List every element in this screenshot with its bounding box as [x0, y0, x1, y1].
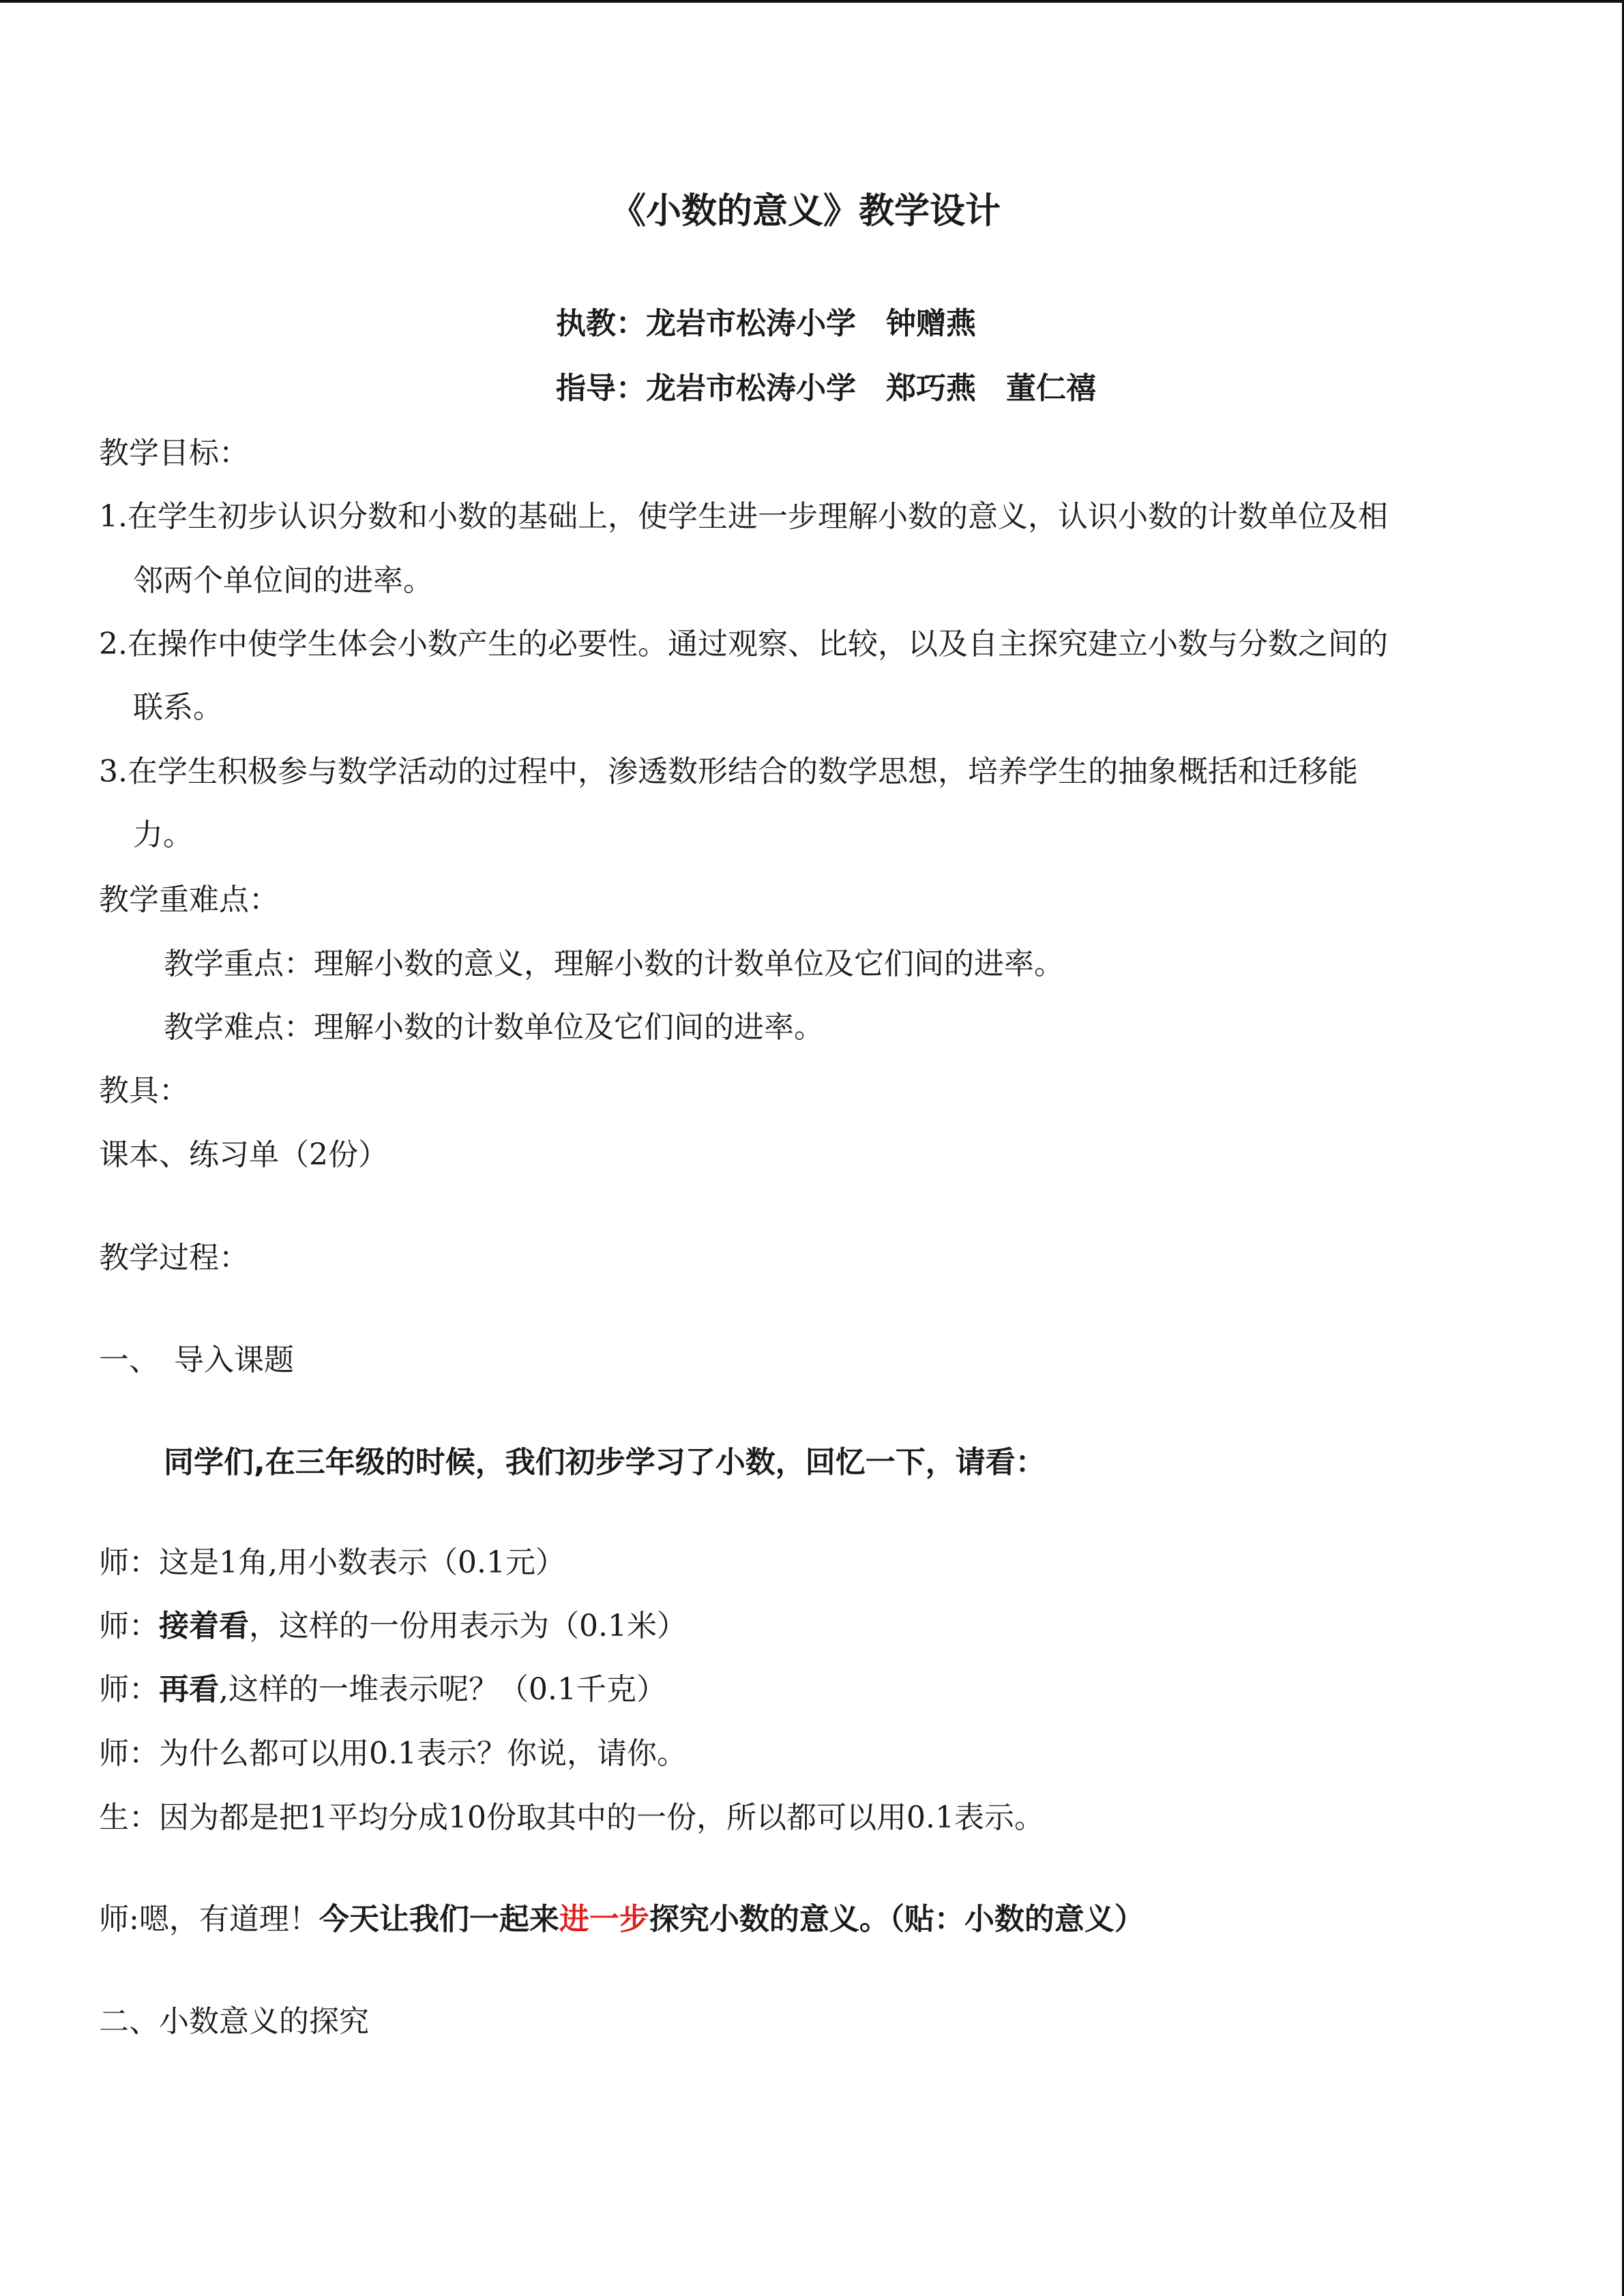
dialogue-3-prefix: 师： [99, 1672, 159, 1707]
closing-prefix: 师:嗯，有道理！ [99, 1902, 319, 1937]
dialogue-2-bold: 接着看 [159, 1609, 249, 1643]
goals-heading: 教学目标： [99, 436, 249, 471]
keypoint-focus: 教学重点：理解小数的意义，理解小数的计数单位及它们间的进率。 [164, 946, 1064, 981]
advisor-line: 指导：龙岩市松涛小学 郑巧燕 董仁禧 [556, 371, 1096, 406]
dialogue-1: 师：这是1角,用小数表示（0.1元） [99, 1545, 565, 1580]
section-1-heading: 一、 导入课题 [99, 1343, 294, 1377]
closing-bold-1: 今天让我们一起来 [319, 1902, 559, 1937]
keypoint-difficulty: 教学难点：理解小数的计数单位及它们间的进率。 [164, 1010, 824, 1045]
dialogue-4: 师：为什么都可以用0.1表示？你说，请你。 [99, 1736, 687, 1771]
goal-1-line1: 1.在学生初步认识分数和小数的基础上，使学生进一步理解小数的意义，认识小数的计数单位及相 [99, 499, 1388, 534]
keypoints-heading: 教学重难点： [99, 882, 279, 917]
dialogue-3-rest: ,这样的一堆表示呢？（0.1千克） [219, 1672, 666, 1707]
tools-content: 课本、练习单（2份） [99, 1137, 388, 1172]
document-title: 《小数的意义》教学设计 [610, 191, 1001, 232]
dialogue-2 [99, 1606, 687, 1647]
goal-1-line2: 邻两个单位间的进率。 [133, 563, 433, 598]
process-heading: 教学过程： [99, 1240, 249, 1275]
goal-3-line2: 力。 [133, 818, 193, 852]
closing-red-emphasis: 进一步 [559, 1902, 649, 1937]
closing-line [99, 1899, 1145, 1940]
goal-2-line1: 2.在操作中使学生体会小数产生的必要性。通过观察、比较，以及自主探究建立小数与分数之间的 [99, 627, 1388, 661]
dialogue-5: 生：因为都是把1平均分成10份取其中的一份，所以都可以用0.1表示。 [99, 1800, 1044, 1835]
dialogue-3-bold: 再看 [159, 1672, 219, 1707]
page-top-border [0, 0, 1624, 3]
goal-2-line2: 联系。 [133, 690, 223, 725]
dialogue-2-rest: ，这样的一份用表示为（0.1米） [249, 1609, 687, 1643]
goal-3-line1: 3.在学生积极参与数学活动的过程中，渗透数形结合的数学思想，培养学生的抽象概括和迁移能 [99, 754, 1358, 789]
intro-text: 同学们,在三年级的时候，我们初步学习了小数，回忆一下，请看： [164, 1445, 1046, 1480]
teacher-line: 执教：龙岩市松涛小学 钟赠燕 [556, 306, 976, 341]
section-2-heading: 二、小数意义的探究 [99, 2004, 369, 2039]
dialogue-3 [99, 1669, 666, 1710]
closing-bold-2: 探究小数的意义。（贴：小数的意义） [649, 1902, 1145, 1937]
dialogue-2-prefix: 师： [99, 1609, 159, 1643]
tools-heading: 教具： [99, 1073, 189, 1108]
